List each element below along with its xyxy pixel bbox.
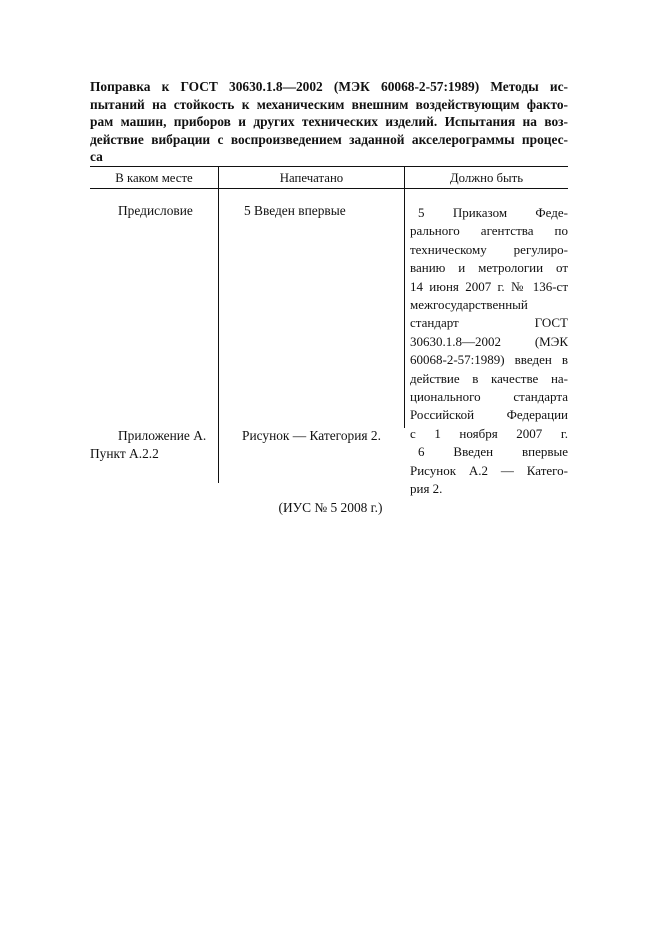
should-be-line: рального агентства по [410, 223, 568, 239]
should-be-cell [410, 204, 568, 499]
place-text: Предисловие [118, 203, 193, 218]
should-be-line: 14 июня 2007 г. № 136-ст [410, 278, 568, 294]
title-line: действие вибрации с воспроизведением заданной акселерограммы процес- [90, 131, 568, 147]
should-be-line: действие в качестве на- [410, 370, 568, 386]
title-line: Поправка к ГОСТ 30630.1.8—2002 (МЭК 60068-2-57:1989) Методы ис- [90, 79, 568, 94]
place-cell [90, 427, 214, 463]
should-be-line: 60068-2-57:1989) введен в [410, 352, 568, 368]
correction-title [90, 78, 568, 166]
should-be-line: с 1 ноября 2007 г. [410, 425, 568, 441]
should-be-line: Рисунок А.2 — Катего- [410, 462, 568, 478]
header-should-be: Должно быть [449, 171, 524, 185]
corrections-table [90, 166, 568, 497]
printed-cell: Рисунок — Категория 2. [242, 428, 381, 443]
should-be-line: ванию и метрологии от [410, 260, 568, 276]
should-be-line: 5 Приказом Феде- [418, 205, 568, 220]
should-be-line: Российской Федерации [410, 407, 568, 423]
place-cell [90, 202, 214, 220]
should-be-line: межгосударственный [410, 297, 528, 313]
place-text: Приложение А. [118, 428, 207, 443]
title-line: пытаний на стойкость к механическим внешним воздействующим факто- [90, 96, 568, 112]
place-text: Пункт А.2.2 [90, 446, 159, 461]
column-divider [404, 167, 405, 428]
header-place: В каком месте [115, 171, 193, 185]
title-line: рам машин, приборов и других технических изделий. Испытания на воз- [90, 114, 568, 129]
title-line: са [90, 149, 103, 164]
table-top-rule [90, 166, 568, 167]
should-be-line: 30630.1.8—2002 (МЭК [410, 333, 568, 349]
should-be-line: техническому регулиро- [410, 241, 568, 257]
should-be-line: рия 2. [410, 481, 443, 497]
publication-note: (ИУС № 5 2008 г.) [278, 500, 383, 515]
should-be-line: ционального стандарта [410, 389, 568, 405]
should-be-line: стандарт ГОСТ [410, 315, 568, 331]
printed-cell: 5 Введен впервые [244, 203, 346, 218]
should-be-line: 6 Введен впервые [418, 444, 568, 460]
table-header-rule [90, 188, 568, 189]
header-printed: Напечатано [279, 171, 344, 185]
